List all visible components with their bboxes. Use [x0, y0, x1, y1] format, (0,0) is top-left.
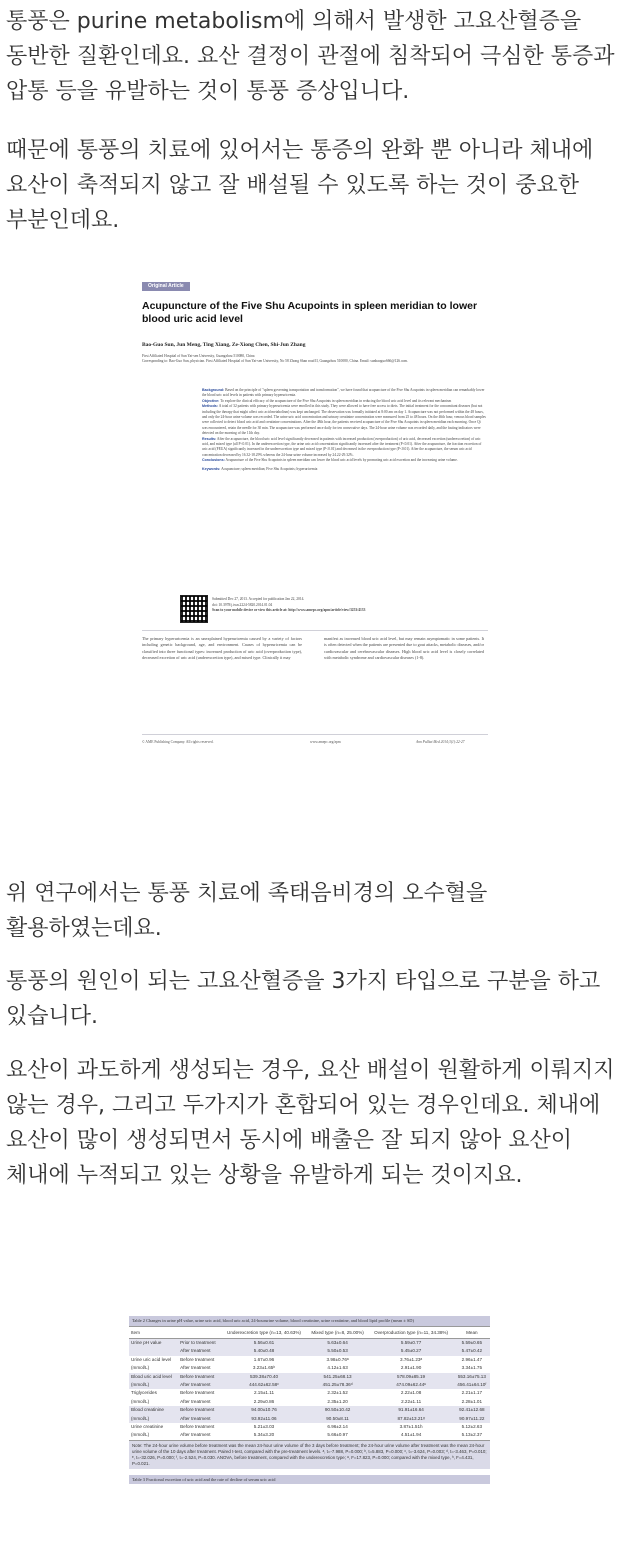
table-cell: 2.32±1.52: [307, 1389, 369, 1397]
table-cell: 5.63±0.64: [307, 1339, 369, 1348]
table-cell: Urine pH value: [129, 1339, 178, 1348]
table-cell: Blood creatinine: [129, 1406, 178, 1414]
paper-title: Acupuncture of the Five Shu Acupoints in spleen meridian to lower blood uric acid level: [142, 300, 478, 325]
table-row: [129, 1339, 490, 1348]
table-cell: 3.87±1.51h: [368, 1423, 453, 1431]
qr-code-icon: [180, 595, 208, 623]
table-row: [129, 1373, 490, 1381]
table-cell: 474.09±62.44ᵉ: [368, 1381, 453, 1389]
table-cell: 5.34±3.20: [221, 1431, 306, 1439]
abstract-methods: Methods: A total of 32 patients with primary hyperuricemia were enrolled in this study. They were allowed to have free access to diets. The initial treatment for the concomitant diseases (but not including the therapy that might affect uric acid metabolism) was kept unchanged. The observation was formally initiated at 8:00 am on day 1. Acupuncture was not performed within the 48 hours, and only the 24-hour urine volume was recorded. The urine uric acid concentration and urinary creatinine concentration were measured from 25 to 48 hours. On the 46th hour, venous blood samples were collected to detect blood uric acid and creatinine concentrations. After the 48th hour, the patients received acupuncture of the Five Shu Acupoints in spleen meridian each morning. Once Qi was encountered, retain the needle for 30 min. The acupuncture was performed once daily for ten consecutive days. The 24-hour urine volume was recorded daily, and the fasting indicators were detected on the morning of the 11th day.: [202, 404, 486, 436]
table-header-cell: Mean: [454, 1327, 490, 1339]
table-cell: 1.67±0.96: [221, 1356, 306, 1364]
paragraph-study: 위 연구에서는 통풍 치료에 족태음비경의 오수혈을 활용하였는데요.: [6, 881, 488, 941]
table-cell: 5.56±0.61: [221, 1339, 306, 1348]
table-cell: 553.16±75.13: [454, 1373, 490, 1381]
table-cell: Before treatment: [178, 1406, 221, 1414]
results-table: [129, 1326, 490, 1440]
abstract-background: Background: Based on the principle of "spleen governing transportation and transformation", we have found that acupuncture of the Five Shu Acupoints in spleen meridian can remarkably lower the blood uric acid levels in patients with primary hyperuricemia.: [202, 388, 485, 398]
table-row: [129, 1431, 490, 1439]
table-cell: 93.92±11.06: [221, 1415, 306, 1423]
paragraph-treatment: 때문에 통풍의 치료에 있어서는 통증의 완화 뿐 아니라 체내에 요산이 축적되지 않고 잘 배설될 수 있도록 하는 것이 중요한 부분인데요.: [6, 138, 594, 233]
footer-copyright: © AME Publishing Company. All rights reserved.: [142, 740, 214, 744]
table-cell: 541.25±68.13: [307, 1373, 369, 1381]
table-cell: (mmol/L): [129, 1431, 178, 1439]
table-cell: 2.28±1.01: [454, 1398, 490, 1406]
results-table-image: [129, 1316, 490, 1556]
table-cell: 5.13±2.37: [454, 1431, 490, 1439]
table-cell: After treatment: [178, 1381, 221, 1389]
table-header-cell: [178, 1327, 221, 1339]
table-cell: 2.21±1.17: [454, 1389, 490, 1397]
paper-affiliation: [142, 354, 492, 364]
table-cell: 5.47±0.42: [454, 1347, 490, 1355]
table-cell: 90.97±11.22: [454, 1415, 490, 1423]
doi: doi: 10.3978/j.issn.2224-5820.2014.01.04: [212, 602, 273, 607]
table-cell: Urine uric acid level: [129, 1356, 178, 1364]
table-row: [129, 1415, 490, 1423]
table-cell: After treatment: [178, 1431, 221, 1439]
table-cell: 2.22±1.11: [368, 1398, 453, 1406]
table-cell: Urine creatinine: [129, 1423, 178, 1431]
table-cell: 3.76±1.23ᵃ: [368, 1356, 453, 1364]
table-cell: 87.82±13.21ᶢ: [368, 1415, 453, 1423]
table-cell: Blood uric acid level: [129, 1373, 178, 1381]
table-cell: Before treatment: [178, 1389, 221, 1397]
table-cell: 5.45±0.27: [368, 1347, 453, 1355]
paper-authors: Bao-Guo Sun, Jun Meng, Ting Xiang, Ze-Xiong Chen, Shi-Jun Zhang: [142, 342, 306, 348]
table-header-cell: Underexcretion type (n=13, 40.63%): [221, 1327, 306, 1339]
table-cell: 444.62±62.58ᶜ: [221, 1381, 306, 1389]
affiliation-line: First Affiliated Hospital of Sun Yat-sen University, Guangzhou 510080, China: [142, 354, 255, 358]
divider: [142, 630, 488, 631]
table-row: [129, 1381, 490, 1389]
table-cell: Triglycerides: [129, 1389, 178, 1397]
table-cell: After treatment: [178, 1364, 221, 1372]
table-cell: 2.29±0.86: [221, 1398, 306, 1406]
footer-url: www.amepc.org/apm: [310, 740, 341, 744]
table-row: [129, 1423, 490, 1431]
table-cell: 2.22±1.08: [368, 1389, 453, 1397]
table-cell: 4.51±1.94: [368, 1431, 453, 1439]
table-header-row: [129, 1327, 490, 1339]
table-row: [129, 1406, 490, 1414]
abstract-results: Results: After the acupuncture, the blood uric acid level significantly decreased in patients with increased production (overproduction) of uric acid, decreased excretion (underexcretion) of uric acid, and mixed type (all P<0.01). In the underexcretion type, the urine uric acid concentration significantly increased after the treatment (P<0.01). After the acupuncture, the fraction excretion of uric acid (FEUA) significantly increased in the underexcretion type and mixed type (P<0.01) and decreased in the overproduction type (P<0.01). After the acupuncture, the serum uric acid concentration decreased by 16.32-18.29% whereas the 24-hour urine volume increased by 24.22-29.32%.: [202, 436, 482, 457]
table-cell: 2.91±1.90: [368, 1364, 453, 1372]
table-cell: 5.50±0.53: [307, 1347, 369, 1355]
table-header-cell: Item: [129, 1327, 178, 1339]
table-row: [129, 1364, 490, 1372]
table-cell: 5.21±3.03: [221, 1423, 306, 1431]
body-column-right: manifest as increased blood uric acid level, but may remain asymptomatic in some patients. It is often detected when the patients are presented due to gout attacks, metabolic diseases, and/or cardiovascular and cerebrovascular diseases. High blood uric acid level is closely correlated with metabolic syndrome and cardiovascular diseases (1-8).: [324, 636, 484, 661]
footer-citation: Ann Palliat Med 2014;3(1):22-27: [416, 740, 465, 744]
table-cell: 5.66±0.97: [307, 1431, 369, 1439]
table-cell: 6.96±2.14: [307, 1423, 369, 1431]
table-cell: 3.34±1.75: [454, 1364, 490, 1372]
table-cell: 2.35±1.20: [307, 1398, 369, 1406]
table-cell: 451.25±78.36ᵈ: [307, 1381, 369, 1389]
table-cell: Before treatment: [178, 1423, 221, 1431]
table-header-cell: Overproduction type (n=11, 34.38%): [368, 1327, 453, 1339]
table-cell: 5.12±2.63: [454, 1423, 490, 1431]
submission-info: [212, 597, 482, 614]
table-cell: After treatment: [178, 1347, 221, 1355]
table-cell: 90.50±8.11: [307, 1415, 369, 1423]
table-cell: [129, 1347, 178, 1355]
abstract-keywords: Keywords: Acupuncture; spleen meridian; Five Shu Acupoints; hyperuricemia: [202, 466, 318, 471]
table-cell: 92.41±12.68: [454, 1406, 490, 1414]
table-cell: 2.15±1.11: [221, 1389, 306, 1397]
table-cell: 5.40±0.48: [221, 1347, 306, 1355]
table-cell: 2.96±1.47: [454, 1356, 490, 1364]
table-cell: After treatment: [178, 1415, 221, 1423]
table-caption-next: Table 3 Fractional excretion of uric acid and the rate of decline of serum uric acid: [129, 1475, 490, 1484]
table-caption: Table 2 Changes in urine pH value, urine uric acid, blood uric acid, 24-hoururine volume, blood creatinine, urine creatinine, and blood lipid profile (mean ± SD): [129, 1316, 490, 1326]
table-note: Note: The 24-hour urine volume before treatment was the mean 24-hour urine volume of the 3 days before treatment; the 24-hour urine volume after treatment was the mean 24-hour urine volume of the 10 days after treatment. Paired t-test, compared with the pre-treatment levels. ᵃ, t=-7.988, P=0.000; ᵇ, t=5.883, P=0.000; ᶜ, t=-3.624, P=0.003; ᵈ, t=-3.463, P=0.010; ᵉ, t=-32.026, P=0.000; ᶠ, t=-2.524, P=0.030. ANOVA, before treatment, compared with the underexcretion type; ᵃ, F=17.823, P=0.000; compared with the mixed type, ʰ, F=4.431, P=0.021.: [129, 1440, 490, 1469]
table-row: [129, 1347, 490, 1355]
paragraph-types: 통풍의 원인이 되는 고요산혈증을 3가지 타입으로 구분을 하고 있습니다.: [6, 969, 601, 1029]
paper-first-page-image: [134, 270, 496, 756]
paper-abstract: [202, 388, 487, 472]
scan-link: Scan to your mobile device or view this article at: http://www.amepc.org/apm/article/view/3253/4133: [212, 608, 366, 612]
table-cell: 90.50±10.42: [307, 1406, 369, 1414]
table-cell: 5.59±0.65: [454, 1339, 490, 1348]
table-cell: (mmol/L): [129, 1364, 178, 1372]
table-row: [129, 1356, 490, 1364]
divider: [142, 734, 488, 735]
table-cell: (mmol/L): [129, 1381, 178, 1389]
submitted-date: Submitted Dec 27, 2013. Accepted for publication Jan 22, 2014.: [212, 597, 305, 601]
table-cell: 5.59±0.77: [368, 1339, 453, 1348]
correspondence-line: Corresponding to: Bao-Guo Sun, physician. First Affiliated Hospital of Sun Yat-sen University, No 58 Zhong Shan road II, Guangzhou 510080, China. Email: sunbaoguo666@126.com.: [142, 359, 409, 363]
table-cell: After treatment: [178, 1398, 221, 1406]
table-cell: 94.00±10.76: [221, 1406, 306, 1414]
table-header-cell: Mixed type (n=8, 25.00%): [307, 1327, 369, 1339]
table-cell: 456.41±64.10ᶠ: [454, 1381, 490, 1389]
table-row: [129, 1389, 490, 1397]
table-cell: 3.98±0.76ᵃ: [307, 1356, 369, 1364]
table-row: [129, 1398, 490, 1406]
paragraph-mechanism: 요산이 과도하게 생성되는 경우, 요산 배설이 원활하게 이뤄지지 않는 경우, 그리고 두가지가 혼합되어 있는 경우인데요. 체내에 요산이 많이 생성되면서 동시에 배출은 잘 되지 않아 요산이 체내에 누적되고 있는 상황을 유발하게 되는 것이지요.: [6, 1058, 615, 1188]
table-cell: 3.23±1.65ᵇ: [221, 1364, 306, 1372]
body-column-left: The primary hyperuricemia is an unexplained hyperuricemia caused by a variety of factors including genetic background, age, and environment. Causes of hyperuricemia can be classified into three functional types: increased production of uric acid (overproduction type), decreased excretion of uric acid (underexcretion type), and mixed type. Clinically it may: [142, 636, 302, 661]
article-type-tag: Original Article: [142, 282, 190, 291]
table-cell: Before treatment: [178, 1356, 221, 1364]
table-cell: Before treatment: [178, 1373, 221, 1381]
table-cell: 578.09±85.19: [368, 1373, 453, 1381]
table-cell: 539.38±70.40: [221, 1373, 306, 1381]
table-cell: 4.12±1.63: [307, 1364, 369, 1372]
table-cell: (mmol/L): [129, 1415, 178, 1423]
table-cell: (mmol/L): [129, 1398, 178, 1406]
abstract-objective: Objective: To explore the clinical efficacy of the acupuncture of the Five Shu Acupoints in spleen meridian in reducing the blood uric acid level and its relevant mechanism: [202, 398, 452, 403]
table-cell: 91.91±16.64: [368, 1406, 453, 1414]
table-cell: Prior to treatment: [178, 1339, 221, 1348]
abstract-conclusions: Conclusions: Acupuncture of the Five Shu Acupoints in spleen meridian can lower the blood uric acid levels by promoting uric acid excretion and the increasing urine volume.: [202, 458, 458, 463]
paragraph-intro: 통풍은 purine metabolism에 의해서 발생한 고요산혈증을 동반한 질환인데요. 요산 결정이 관절에 침착되어 극심한 통증과 압통 등을 유발하는 것이 통풍 증상입니다.: [6, 9, 615, 104]
